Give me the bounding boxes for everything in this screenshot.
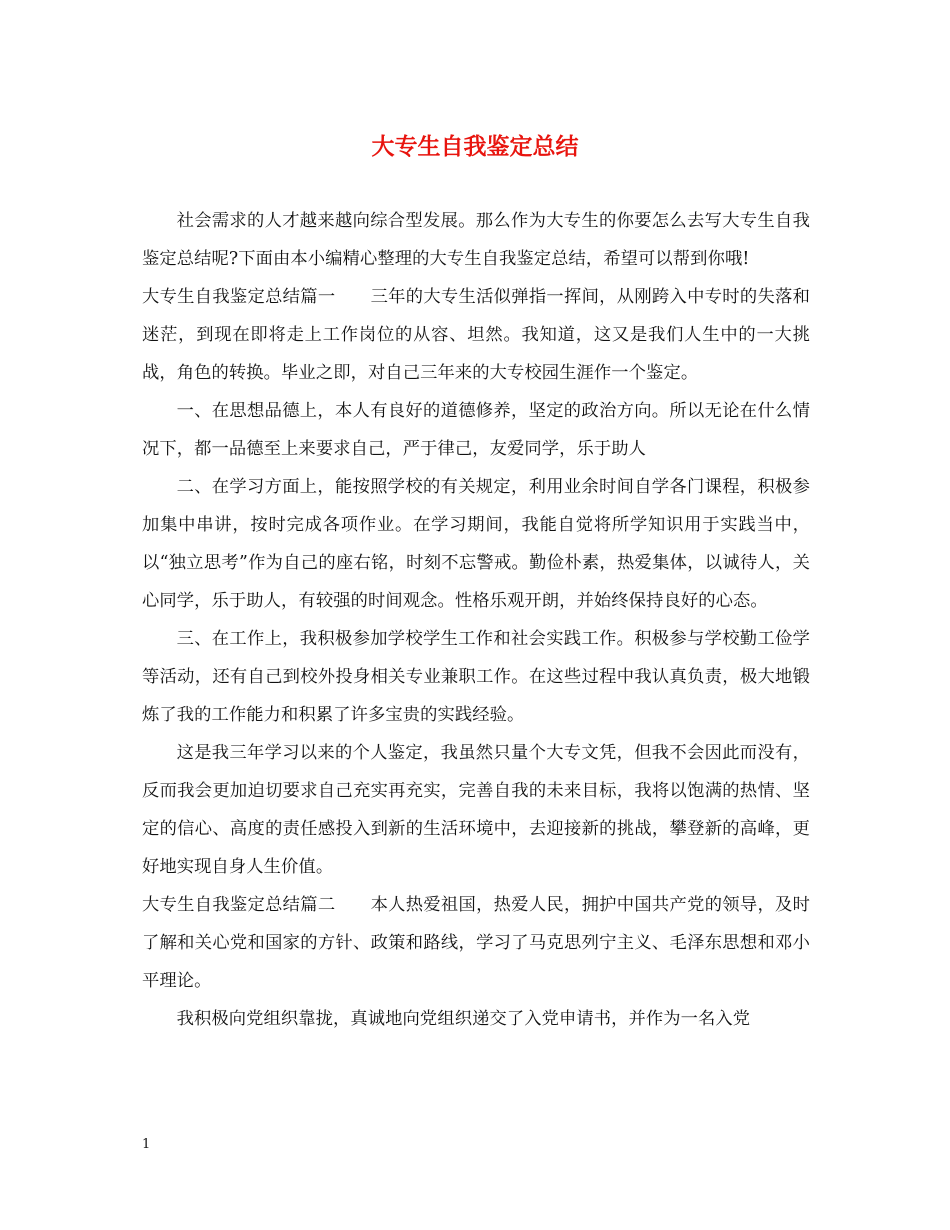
paragraph-section-two-heading: 大专生自我鉴定总结篇二 本人热爱祖国，热爱人民，拥护中国共产党的领导，及时了解和关心党和国家的方针、政策和路线，学习了马克思列宁主义、毛泽东思想和邓小平理论。 [142, 895, 810, 991]
paragraph-intro: 社会需求的人才越来越向综合型发展。那么作为大专生的你要怎么去写大专生自我鉴定总结呢?下面由本小编精心整理的大专生自我鉴定总结，希望可以帮到你哦! [142, 211, 810, 269]
paragraph-conclusion: 这是我三年学习以来的个人鉴定，我虽然只量个大专文凭，但我不会因此而没有，反而我会更加迫切要求自己充实再充实，完善自我的未来目标，我将以饱满的热情、坚定的信心、高度的责任感投入到新的生活环境中，去迎接新的挑战，攀登新的高峰，更好地实现自身人生价值。 [142, 743, 810, 877]
document-body [142, 202, 810, 1038]
paragraph-section-one-heading: 大专生自我鉴定总结篇一 三年的大专生活似弹指一挥间，从刚跨入中专时的失落和迷茫，到现在即将走上工作岗位的从容、坦然。我知道，这又是我们人生中的一大挑战，角色的转换。毕业之即，对自己三年来的大专校园生涯作一个鉴定。 [142, 287, 810, 383]
paragraph-party: 我积极向党组织靠拢，真诚地向党组织递交了入党申请书，并作为一名入党 [176, 1009, 751, 1029]
page-number: 1 [142, 1137, 151, 1152]
paragraph-study: 二、在学习方面上，能按照学校的有关规定，利用业余时间自学各门课程，积极参加集中串讲，按时完成各项作业。在学习期间，我能自觉将所学知识用于实践当中，以“独立思考”作为自己的座右铭，时刻不忘警戒。勤俭朴素，热爱集体，以诚待人，关心同学，乐于助人，有较强的时间观念。性格乐观开朗，并始终保持良好的心态。 [142, 477, 810, 611]
document-title: 大专生自我鉴定总结 [371, 133, 579, 160]
paragraph-work: 三、在工作上，我积极参加学校学生工作和社会实践工作。积极参与学校勤工俭学等活动，还有自己到校外投身相关专业兼职工作。在这些过程中我认真负责，极大地锻炼了我的工作能力和积累了许多宝贵的实践经验。 [142, 629, 810, 725]
paragraph-ideology: 一、在思想品德上，本人有良好的道德修养，坚定的政治方向。所以无论在什么情况下，都一品德至上来要求自己，严于律己，友爱同学，乐于助人 [142, 401, 810, 459]
